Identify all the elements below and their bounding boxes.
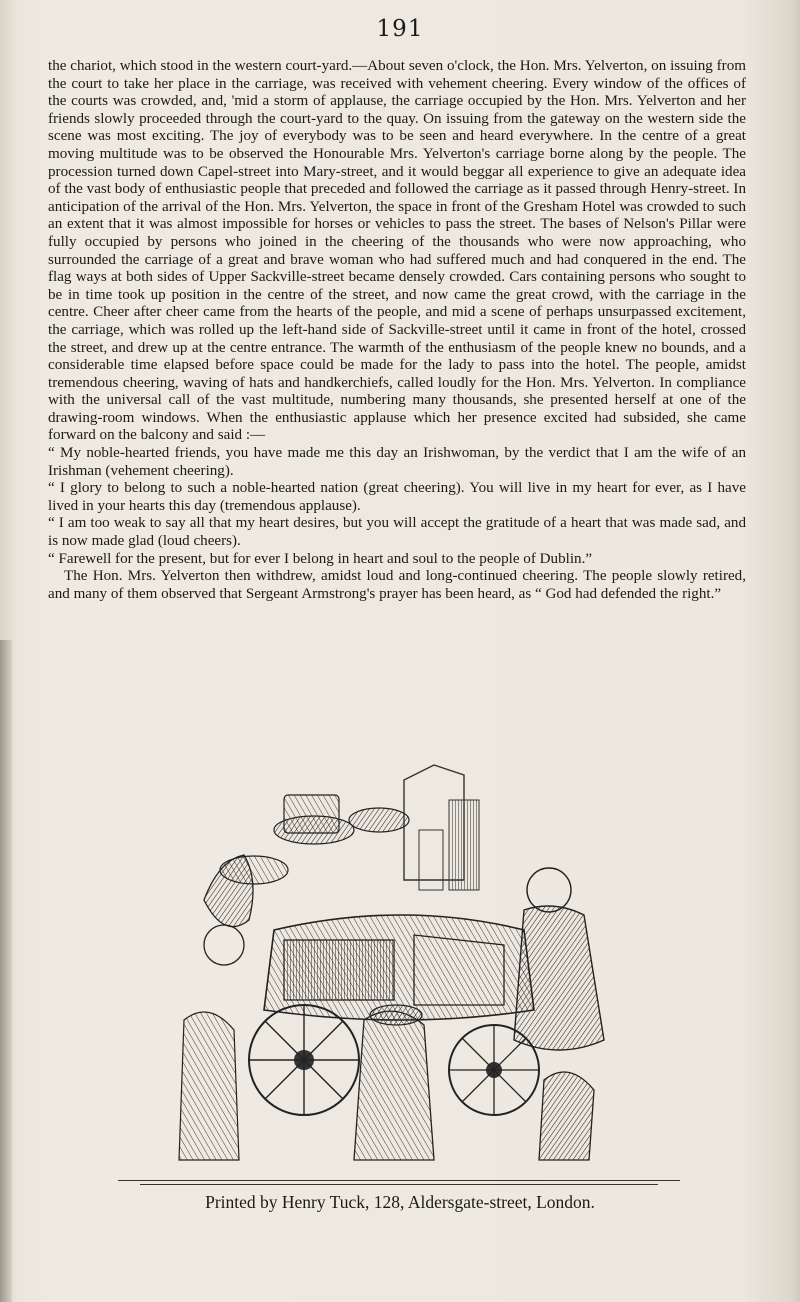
engraved-illustration xyxy=(164,760,634,1170)
paragraph: “ I glory to belong to such a noble-hearted nation (great cheering). You will live in my heart for ever, as I have lived in your hearts this day (tremendous applause). xyxy=(48,480,746,514)
body-text xyxy=(48,58,746,603)
paragraph: “ I am too weak to say all that my heart desires, but you will accept the gratitude of a heart that was made sad, and is now made glad (loud cheers). xyxy=(48,515,746,550)
divider-rule xyxy=(118,1180,680,1181)
paragraph: the chariot, which stood in the western court-yard.—About seven o'clock, the Hon. Mrs. Yelverton, on issuing from the court to take her place in the carriage, was received with vehement cheering. Every window of the offices of the courts was crowded, and, 'mid a storm of applause, the carriage occupied by the Hon. Mrs. Yelverton and her friends slowly proceeded through the court-yard to the quay. On issuing from the gateway on the western side the scene was most exciting. The joy of everybody was to be seen and heard everywhere. In the centre of a great moving multitude was to be observed the Honourable Mrs. Yelverton's carriage borne along by the people. The procession turned down Capel-street into Mary-street, and it would beggar all experience to give an adequate idea of the vast body of enthusiastic people that preceded and followed the carriage as it passed through Henry-street. In anticipation of the arrival of the Hon. Mrs. Yelverton, the space in front of the Gresham Hotel was crowded to such an extent that it was almost impossible for horses or vehicles to pass the street. The bases of Nelson's Pillar were fully occupied by persons who joined in the cheering of the thousands who were now approaching, who surrounded the carriage of a great and brave woman who had suffered much and had conquered in the end. The flag ways at both sides of Upper Sackville-street became densely crowded. Cars containing persons who sought to be in time took up position in the centre of the street, and now came the great crowd, with the carriage in the centre. Cheer after cheer came from the hearts of the people, and mid a scene of perhaps unsurpassed excitement, the carriage, which was rolled up the left-hand side of Sackville-street until it came in front of the hotel, crossed the street, and drew up at the centre entrance. The warmth of the enthusiasm of the people knew no bounds, and a considerable time elapsed before space could be made for the lady to pass into the hotel. The people, amidst tremendous cheering, waving of hats and handkerchiefs, called loudly for the Hon. Mrs. Yelverton. In compliance with the universal call of the vast multitude, numbering many thousands, she presented herself at one of the drawing-room windows. When the enthusiastic applause which her presence excited had subsided, she came forward on the balcony and said :— xyxy=(48,58,746,444)
paragraph: “ My noble-hearted friends, you have made me this day an Irishwoman, by the verdict that I am the wife of an Irishman (vehement cheering). xyxy=(48,445,746,479)
divider-rule xyxy=(140,1184,658,1185)
page-number: 191 xyxy=(376,16,424,42)
paragraph: “ Farewell for the present, but for ever I belong in heart and soul to the people of Dublin.” xyxy=(48,550,593,567)
printer-imprint: Printed by Henry Tuck, 128, Aldersgate-street, London. xyxy=(205,1192,595,1212)
paragraph: The Hon. Mrs. Yelverton then withdrew, amidst loud and long-continued cheering. The people slowly retired, and many of them observed that Sergeant Armstrong's prayer has been heard, as “ God had defended the right.” xyxy=(48,568,746,602)
